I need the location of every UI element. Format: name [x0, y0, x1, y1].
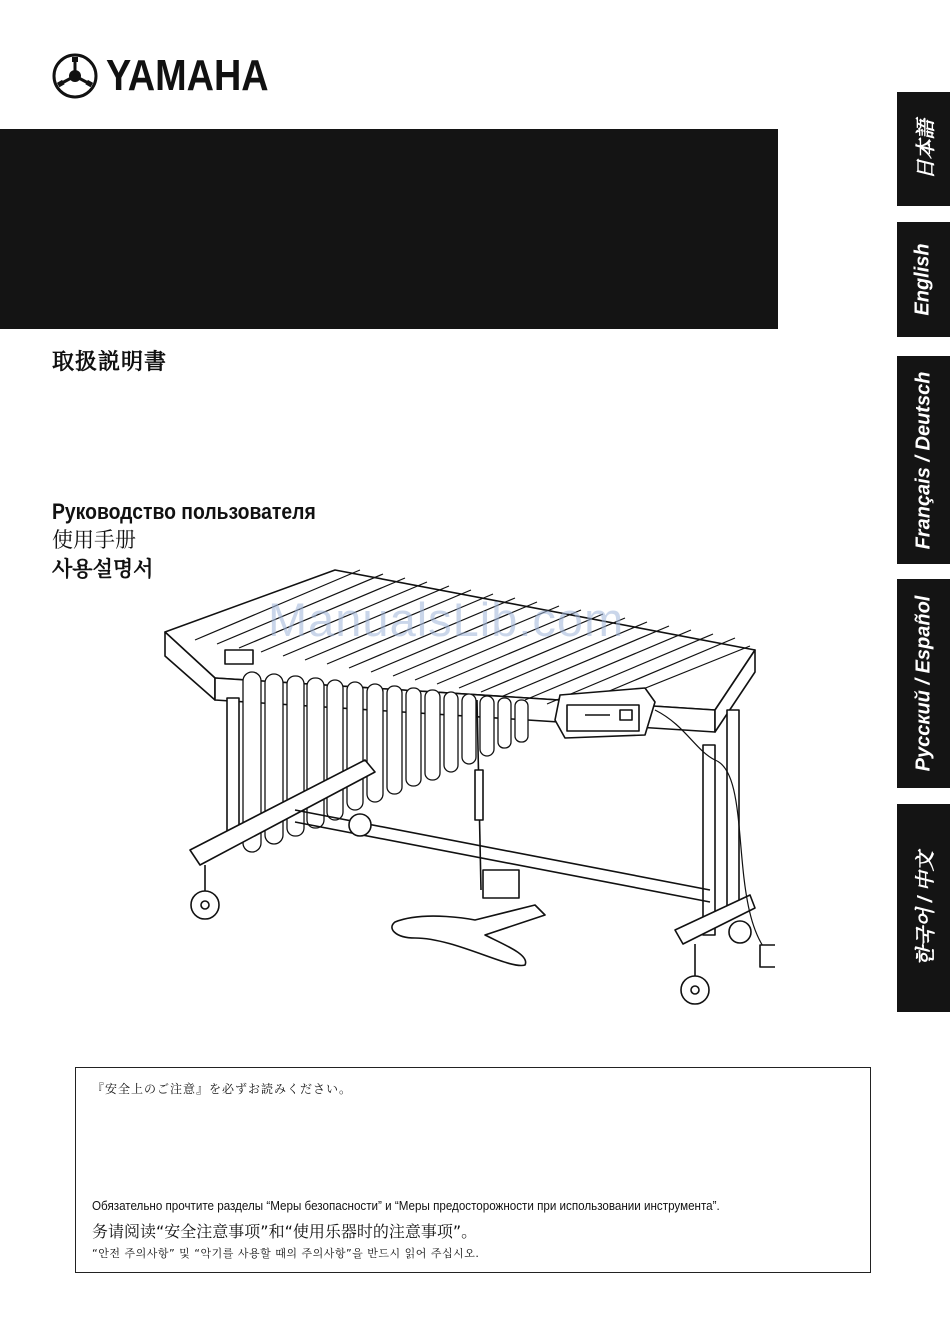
notice-chinese: 务请阅读“安全注意事项”和“使用乐器时的注意事项”。 [92, 1222, 478, 1241]
notice-japanese: 『安全上のご注意』を必ずお読みください。 [92, 1082, 353, 1096]
tab-korean-chinese[interactable] [897, 804, 950, 1012]
tab-english[interactable] [897, 222, 950, 337]
title-banner [0, 129, 778, 329]
subtitle-chinese: 使用手册 [52, 528, 136, 552]
watermark: ManualsLib.com [268, 593, 625, 646]
yamaha-logo [52, 52, 295, 100]
brand-name: YAMAHA [106, 51, 269, 100]
notice-russian: Обязательно прочтите разделы “Меры безопасности” и “Меры предосторожности при использовании инструмента”. [92, 1199, 720, 1213]
page-title: 取扱説明書 [52, 350, 168, 375]
tab-label: English [912, 243, 935, 316]
tab-french-german[interactable] [897, 356, 950, 564]
tab-russian-spanish[interactable] [897, 579, 950, 788]
tab-label: Русский / Español [912, 595, 934, 772]
subtitle-russian: Руководство пользователя [52, 499, 316, 524]
safety-notice-box [75, 1067, 871, 1273]
subtitle-korean: 사용설명서 [52, 557, 154, 581]
tab-japanese[interactable] [897, 92, 950, 206]
tab-label: Français / Deutsch [912, 371, 934, 549]
tab-label: 한국어 / 中文 [915, 850, 938, 966]
tuning-fork-emblem-icon [52, 53, 98, 99]
language-tabs [897, 0, 950, 1342]
notice-korean: “안전 주의사항” 및 “악기를 사용할 때의 주의사항”을 반드시 읽어 주십시오. [92, 1247, 480, 1260]
tab-label: 日本語 [915, 119, 937, 179]
